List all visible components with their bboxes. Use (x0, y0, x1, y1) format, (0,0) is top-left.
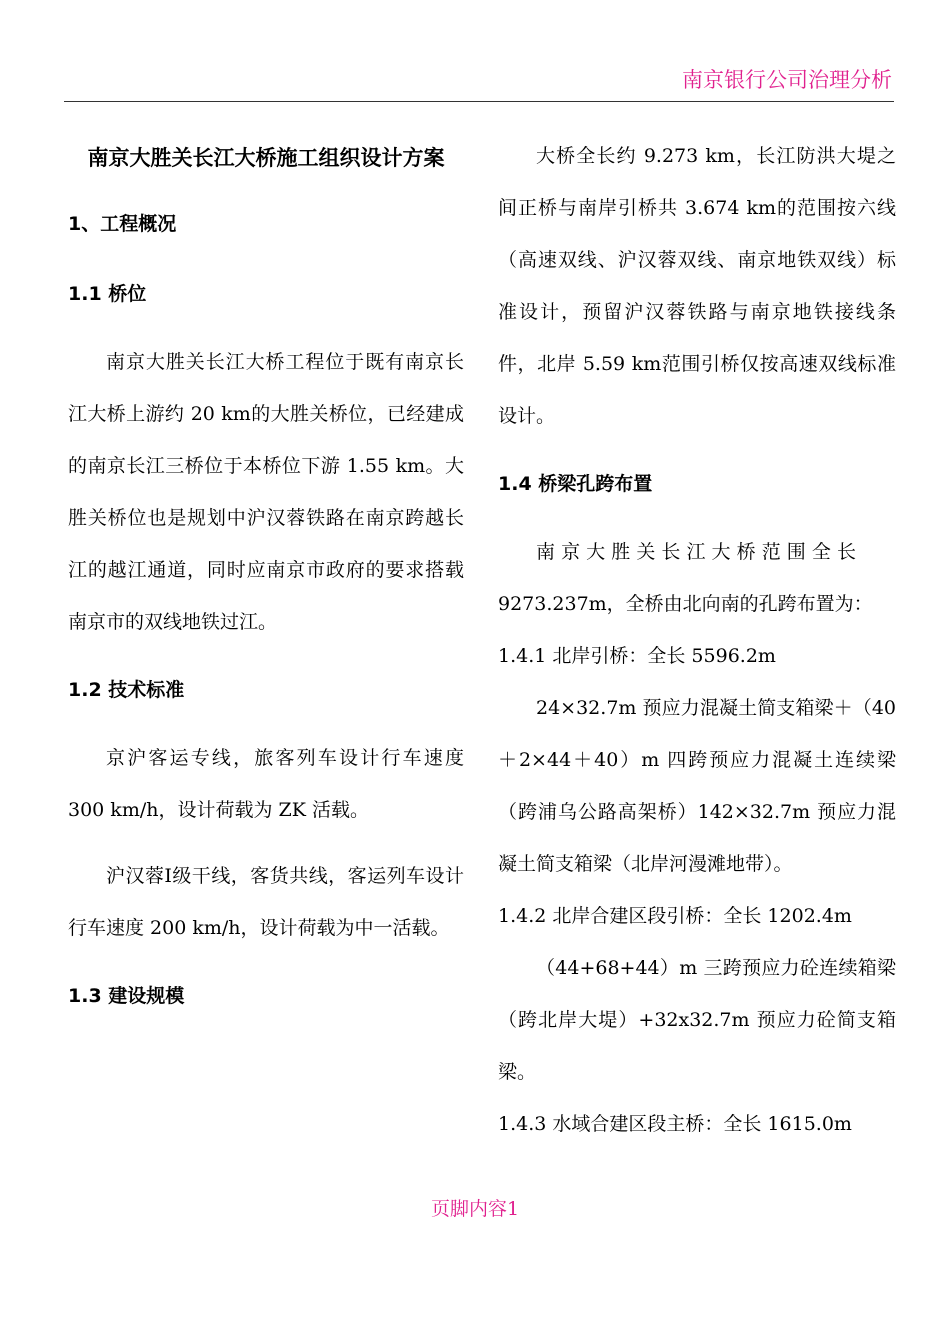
header-divider (64, 101, 894, 102)
document-title: 南京大胜关长江大桥施工组织设计方案 (87, 146, 445, 170)
section-heading-1-2: 1.2 技术标准 (68, 679, 185, 701)
paragraph-construction-scale: 大桥全长约 9.273 km，长江防洪大堤之间正桥与南岸引桥共 3.674 km的范围按六线（高速双线、沪汉蓉双线、南京地铁双线）标准设计，预留沪汉蓉铁路与南京地铁接线条件，北岸 5.59 km范围引桥仅按高速双线标准设计。 (498, 145, 896, 427)
paragraph-tech-standard-2: 沪汉蓉Ⅰ级干线，客货共线，客运列车设计行车速度 200 km/h，设计荷载为中一活载。 (68, 865, 464, 939)
paragraph-north-approach: 24×32.7m 预应力混凝土简支箱梁＋（40＋2×44＋40）m 四跨预应力混凝土连续梁（跨浦乌公路高架桥）142×32.7m 预应力混凝土简支箱梁（北岸河漫滩地带）。 (498, 697, 896, 875)
subsection-1-4-2: 1.4.2 北岸合建区段引桥：全长 1202.4m (498, 905, 852, 927)
section-heading-1-3: 1.3 建设规模 (68, 985, 185, 1007)
page-header-title: 南京银行公司治理分析 (682, 68, 892, 92)
paragraph-tech-standard-1: 京沪客运专线，旅客列车设计行车速度 300 km/h，设计荷载为 ZK 活载。 (68, 747, 464, 821)
paragraph-span-layout-line1: 南京大胜关长江大桥范围全长 (536, 541, 863, 563)
section-heading-1: 1、工程概况 (68, 213, 177, 235)
paragraph-span-layout-line2: 9273.237m，全桥由北向南的孔跨布置为： (498, 593, 873, 615)
right-column (498, 130, 896, 1150)
subsection-1-4-3: 1.4.3 水域合建区段主桥：全长 1615.0m (498, 1113, 852, 1135)
section-heading-1-4: 1.4 桥梁孔跨布置 (498, 473, 653, 495)
left-column (68, 130, 464, 1024)
subsection-1-4-1: 1.4.1 北岸引桥：全长 5596.2m (498, 645, 776, 667)
page-footer: 页脚内容1 (430, 1198, 520, 1220)
paragraph-north-combined-approach: （44+68+44）m 三跨预应力砼连续箱梁（跨北岸大堤）+32x32.7m 预应力砼简支箱梁。 (498, 957, 896, 1083)
paragraph-bridge-location: 南京大胜关长江大桥工程位于既有南京长江大桥上游约 20 km的大胜关桥位，已经建成的南京长江三桥位于本桥位下游 1.55 km。大胜关桥位也是规划中沪汉蓉铁路在南京跨越长江的越江通道，同时应南京市政府的要求搭载南京市的双线地铁过江。 (68, 351, 464, 633)
section-heading-1-1: 1.1 桥位 (68, 283, 147, 305)
